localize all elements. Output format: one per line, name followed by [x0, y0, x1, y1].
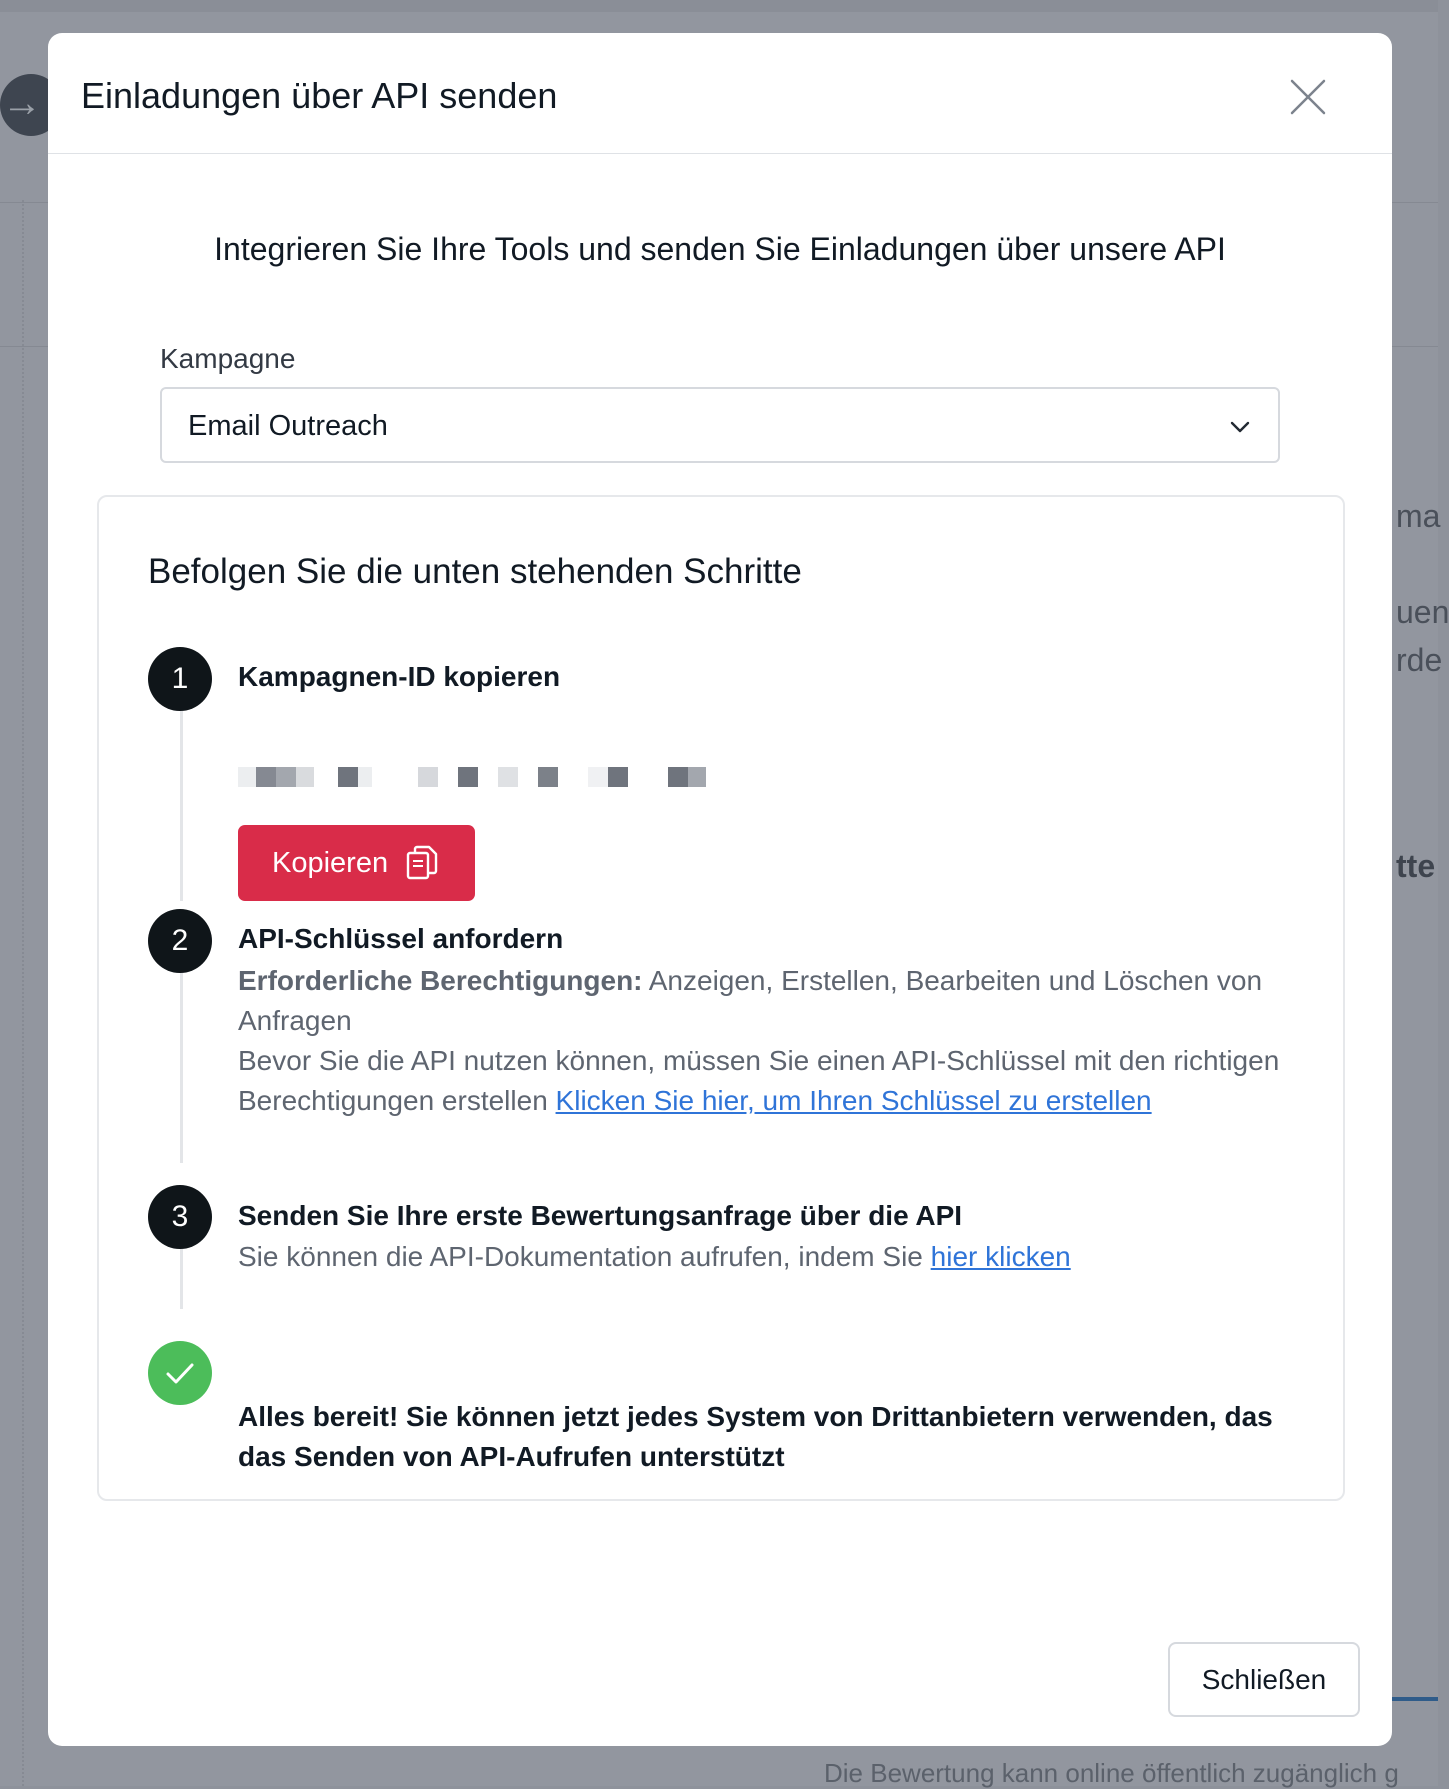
background-text: uen [1396, 594, 1449, 630]
campaign-id-redacted [238, 767, 758, 787]
modal-title: Einladungen über API senden [81, 75, 558, 116]
step-2-heading: API-Schlüssel anfordern [238, 923, 564, 954]
steps-title: Befolgen Sie die unten stehenden Schritte [148, 552, 802, 591]
close-button[interactable]: Schließen [1168, 1642, 1360, 1717]
api-invite-modal [48, 33, 1392, 1746]
permissions-label: Erforderliche Berechtigungen: [238, 965, 643, 996]
copy-campaign-id-button[interactable] [238, 825, 475, 901]
steps-card [97, 495, 1345, 1501]
chevron-down-icon [1228, 415, 1252, 439]
step-2-description [238, 961, 1298, 1121]
campaign-select-value: Email Outreach [188, 410, 388, 442]
background-tab-indicator [1392, 1697, 1438, 1701]
copy-button-label: Kopieren [272, 847, 389, 879]
step-number-3: 3 [148, 1185, 212, 1249]
completion-message: Alles bereit! Sie können jetzt jedes System von Drittanbietern verwenden, das das Senden von API-Aufrufen unterstützt [238, 1401, 1273, 1472]
step-3-description [238, 1237, 1298, 1277]
step-1-heading: Kampagnen-ID kopieren [238, 661, 561, 692]
copy-icon [405, 845, 439, 881]
timeline-connector [180, 1249, 183, 1309]
background-footer-text: Die Bewertung kann online öffentlich zugänglich g [824, 1758, 1399, 1788]
background-text: rde [1396, 642, 1443, 678]
api-docs-text: Sie können die API-Dokumentation aufrufen, indem Sie [238, 1241, 931, 1272]
success-check-icon [148, 1341, 212, 1405]
api-docs-link[interactable]: hier klicken [930, 1241, 1071, 1272]
step-3-heading: Senden Sie Ihre erste Bewertungsanfrage über die API [238, 1200, 963, 1231]
background-topbar [0, 0, 1438, 12]
background-text: ma [1396, 498, 1441, 534]
background-text: tte [1396, 848, 1436, 884]
background-arrow-icon: → [0, 74, 62, 136]
timeline-connector [180, 711, 183, 901]
create-key-link[interactable]: Klicken Sie hier, um Ihren Schlüssel zu erstellen [555, 1085, 1152, 1116]
campaign-select[interactable] [160, 387, 1280, 463]
background-dotted-line [22, 200, 24, 1786]
permissions-text: Anzeigen, Erstellen, Bearbeiten und Löschen von Anfragen [238, 965, 1263, 1036]
step-number-1: 1 [148, 647, 212, 711]
timeline-connector [180, 973, 183, 1163]
intro-text: Integrieren Sie Ihre Tools und senden Sie Einladungen über unsere API [214, 231, 1226, 267]
campaign-label: Kampagne [160, 343, 296, 374]
close-icon[interactable] [1288, 77, 1328, 117]
api-key-instructions: Bevor Sie die API nutzen können, müssen Sie einen API-Schlüssel mit den richtigen Berechtigungen erstellen [238, 1045, 1280, 1116]
modal-header [48, 33, 1392, 154]
step-number-2: 2 [148, 909, 212, 973]
